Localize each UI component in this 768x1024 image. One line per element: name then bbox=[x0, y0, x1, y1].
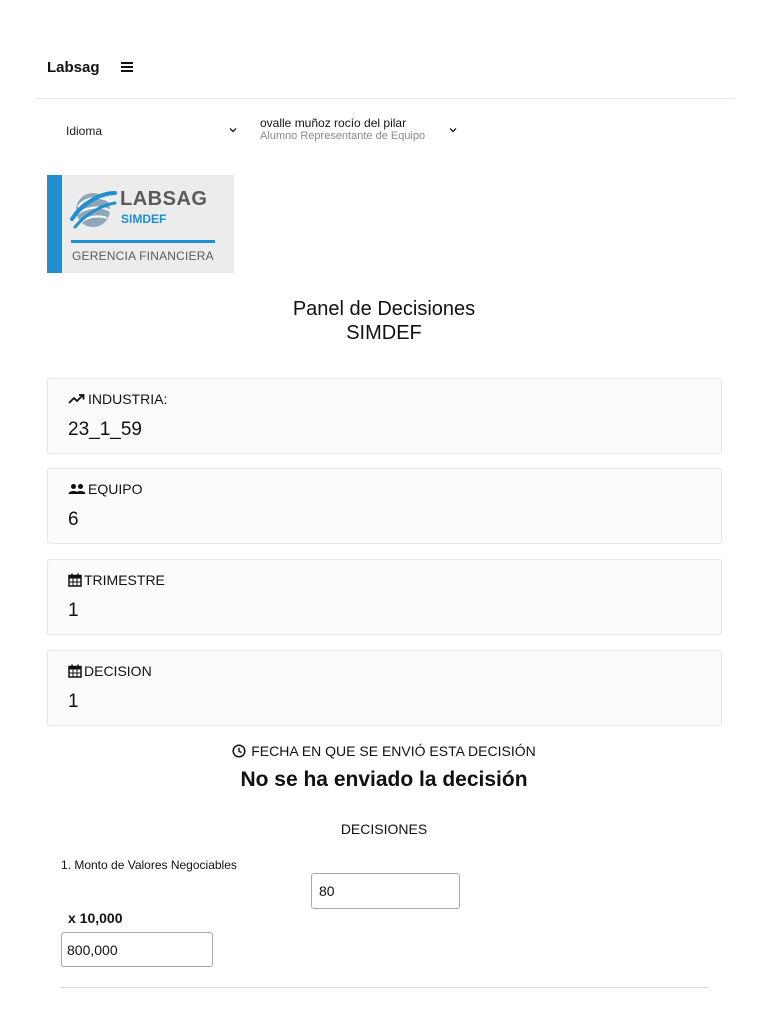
brand-name[interactable]: Labsag bbox=[47, 59, 100, 76]
industry-card-header bbox=[68, 391, 167, 407]
decision-value: 1 bbox=[68, 691, 79, 712]
header-divider bbox=[36, 98, 734, 99]
top-bar bbox=[0, 0, 768, 99]
section-divider bbox=[61, 987, 709, 988]
logo-department: GERENCIA FINANCIERA bbox=[72, 249, 214, 263]
decision-card bbox=[47, 650, 722, 726]
decision-card-header bbox=[68, 663, 152, 679]
language-select[interactable] bbox=[57, 118, 247, 144]
team-label: EQUIPO bbox=[88, 481, 143, 497]
hamburger-menu-icon[interactable] bbox=[116, 56, 138, 78]
language-label: Idioma bbox=[66, 124, 103, 138]
labsag-simdef-logo bbox=[47, 175, 234, 273]
team-card-header bbox=[68, 481, 142, 497]
user-name: ovalle muñoz rocío del pilar bbox=[260, 116, 407, 130]
chevron-down-icon bbox=[448, 125, 458, 135]
team-value: 6 bbox=[68, 509, 79, 530]
marketable-securities-input[interactable] bbox=[311, 873, 460, 909]
submission-date-value: No se ha enviado la decisión bbox=[240, 768, 528, 791]
clock-icon bbox=[232, 744, 246, 758]
quarter-card-header bbox=[68, 572, 165, 588]
industry-label: INDUSTRIA: bbox=[88, 391, 168, 407]
submission-date-label: FECHA EN QUE SE ENVIÓ ESTA DECISIÓN bbox=[251, 743, 536, 759]
quarter-card bbox=[47, 559, 722, 635]
logo-title: LABSAG bbox=[120, 188, 208, 210]
page-title-line1: Panel de Decisiones bbox=[292, 298, 476, 320]
decision-item-label: 1. Monto de Valores Negociables bbox=[61, 858, 237, 872]
decision-multiplier: x 10,000 bbox=[68, 910, 123, 926]
logo-accent-bar bbox=[47, 175, 62, 273]
globe-icon bbox=[69, 185, 117, 233]
team-card bbox=[47, 468, 722, 544]
decision-label: DECISION bbox=[84, 663, 152, 679]
quarter-label: TRIMESTRE bbox=[84, 572, 165, 588]
user-role: Alumno Representante de Equipo bbox=[260, 130, 426, 142]
logo-underline bbox=[71, 240, 215, 243]
page-title-line2: SIMDEF bbox=[346, 322, 422, 344]
people-icon bbox=[68, 483, 86, 495]
marketable-securities-total-field[interactable] bbox=[61, 932, 213, 967]
chevron-down-icon bbox=[228, 125, 238, 135]
industry-card bbox=[47, 378, 722, 454]
industry-value: 23_1_59 bbox=[68, 419, 142, 440]
page-title bbox=[0, 297, 768, 345]
trending-up-icon bbox=[68, 393, 86, 405]
calendar-icon bbox=[68, 573, 82, 587]
decisions-section-title: DECISIONES bbox=[340, 821, 428, 837]
user-menu[interactable] bbox=[260, 116, 470, 146]
quarter-value: 1 bbox=[68, 600, 79, 621]
logo-subtitle: SIMDEF bbox=[121, 212, 167, 226]
calendar-icon bbox=[68, 664, 82, 678]
submission-date-header bbox=[0, 743, 768, 759]
